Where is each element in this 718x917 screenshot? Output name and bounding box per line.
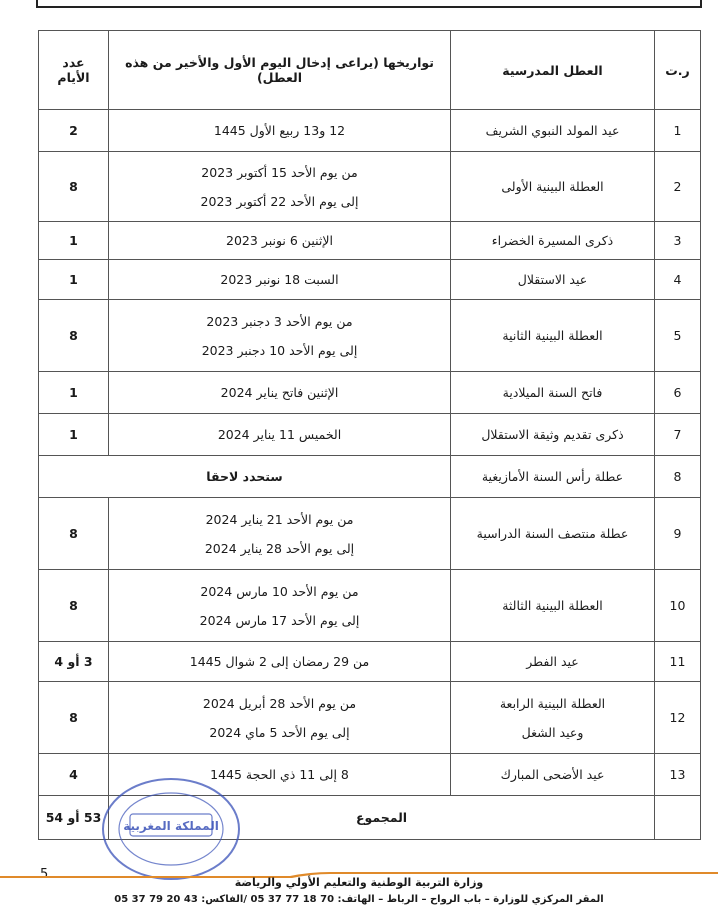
row-days: 1 xyxy=(39,372,109,414)
date-line-2: إلى يوم الأحد 10 دجنبر 2023 xyxy=(201,342,358,358)
row-days: 8 xyxy=(39,570,109,642)
date-line-2: إلى يوم الأحد 22 أكتوبر 2023 xyxy=(200,193,359,209)
holiday-name: عيد المولد النبوي الشريف xyxy=(485,123,620,138)
holiday-name: عطلة منتصف السنة الدراسية xyxy=(476,526,629,541)
row-days: 3 أو 4 xyxy=(39,642,109,682)
row-dates xyxy=(109,498,451,570)
date-line-1: 12 و13 ربيع الأول 1445 xyxy=(213,123,346,138)
total-empty xyxy=(655,796,701,840)
row-number: 9 xyxy=(655,498,701,570)
date-line-1: من 29 رمضان إلى 2 شوال 1445 xyxy=(189,654,370,669)
holiday-name: ذكرى تقديم وثيقة الاستقلال xyxy=(481,427,624,442)
header-num: ر.ت xyxy=(655,31,701,110)
header-days-line2: الأيام xyxy=(57,70,90,85)
table-row xyxy=(39,372,701,414)
holiday-name: العطلة البينية الثالثة xyxy=(502,598,603,613)
row-number: 3 xyxy=(655,222,701,260)
row-dates xyxy=(109,414,451,456)
official-stamp xyxy=(96,774,246,884)
footer-address: المقر المركزي للوزارة – باب الرواح – الرباط – الهاتف: 70 18 77 37 05 /الفاكس: 43 20 79 37 05 xyxy=(114,894,604,905)
date-line-1: 8 إلى 11 ذي الحجة 1445 xyxy=(210,767,349,782)
table-header-row xyxy=(39,31,701,110)
row-dates xyxy=(109,682,451,754)
row-number: 6 xyxy=(655,372,701,414)
table-row xyxy=(39,570,701,642)
table-row xyxy=(39,300,701,372)
total-label: المجموع xyxy=(109,796,655,840)
table-row xyxy=(39,456,701,498)
row-holiday xyxy=(451,300,655,372)
holiday-name: فاتح السنة الميلادية xyxy=(502,385,603,400)
row-days: 1 xyxy=(39,260,109,300)
row-holiday xyxy=(451,414,655,456)
table-row xyxy=(39,152,701,222)
row-number: 2 xyxy=(655,152,701,222)
top-frame xyxy=(36,0,702,8)
holiday-name: العطلة البينية الرابعة xyxy=(499,695,606,711)
table-row xyxy=(39,110,701,152)
date-line-2: إلى يوم الأحد 17 مارس 2024 xyxy=(199,612,360,628)
holiday-name: عطلة رأس السنة الأمازيغية xyxy=(481,469,624,484)
row-dates xyxy=(109,152,451,222)
row-dates xyxy=(109,570,451,642)
total-days: 53 أو 54 xyxy=(39,796,109,840)
table-row xyxy=(39,222,701,260)
date-line-1: من يوم الأحد 28 أبريل 2024 xyxy=(202,695,357,711)
row-holiday xyxy=(451,260,655,300)
header-days-line1: عدد xyxy=(62,55,85,70)
holiday-name: العطلة البينية الأولى xyxy=(501,179,604,194)
row-number: 1 xyxy=(655,110,701,152)
date-line-1: الإثنين فاتح يناير 2024 xyxy=(220,385,339,400)
holidays-table xyxy=(38,30,701,840)
row-holiday xyxy=(451,682,655,754)
holiday-name: ذكرى المسيرة الخضراء xyxy=(491,233,614,248)
date-line-1: من يوم الأحد 15 أكتوبر 2023 xyxy=(201,164,358,180)
date-line-1: السبت 18 نونبر 2023 xyxy=(220,272,339,287)
row-dates xyxy=(109,222,451,260)
date-line-1: الإثنين 6 نونبر 2023 xyxy=(226,233,333,248)
row-days: 1 xyxy=(39,222,109,260)
table-row xyxy=(39,260,701,300)
header-holiday: العطل المدرسية xyxy=(451,31,655,110)
page-number: 5 xyxy=(40,867,49,882)
table-row xyxy=(39,414,701,456)
row-holiday xyxy=(451,110,655,152)
row-number: 7 xyxy=(655,414,701,456)
header-days xyxy=(39,31,109,110)
row-holiday xyxy=(451,152,655,222)
date-line-1: الخميس 11 يناير 2024 xyxy=(217,427,342,442)
holiday-name: العطلة البينية الثانية xyxy=(502,328,603,343)
row-holiday xyxy=(451,754,655,796)
row-days: 8 xyxy=(39,498,109,570)
row-days: 2 xyxy=(39,110,109,152)
row-number: 5 xyxy=(655,300,701,372)
date-line-2: إلى يوم الأحد 28 يناير 2024 xyxy=(204,540,355,556)
row-number: 4 xyxy=(655,260,701,300)
footer-ministry: وزارة التربية الوطنية والتعليم الأولي والرياضة xyxy=(234,876,484,889)
row-dates xyxy=(109,642,451,682)
row-days: 1 xyxy=(39,414,109,456)
holiday-name-line2: وعيد الشغل xyxy=(521,724,584,740)
row-number: 13 xyxy=(655,754,701,796)
row-days: 8 xyxy=(39,682,109,754)
row-dates xyxy=(109,110,451,152)
row-holiday xyxy=(451,372,655,414)
table-row xyxy=(39,642,701,682)
row-number: 12 xyxy=(655,682,701,754)
table-row xyxy=(39,682,701,754)
date-line-1: من يوم الأحد 21 يناير 2024 xyxy=(205,511,354,527)
date-line-2: إلى يوم الأحد 5 ماي 2024 xyxy=(209,724,350,740)
row-holiday xyxy=(451,456,655,498)
row-number: 8 xyxy=(655,456,701,498)
holiday-name: عيد الفطر xyxy=(526,654,579,669)
row-holiday xyxy=(451,222,655,260)
date-line-1: من يوم الأحد 10 مارس 2024 xyxy=(200,583,359,599)
stamp-text: المملكة المغربية xyxy=(123,819,219,833)
row-merged-note: ستحدد لاحقا xyxy=(39,456,451,498)
row-holiday xyxy=(451,498,655,570)
row-number: 10 xyxy=(655,570,701,642)
row-days: 8 xyxy=(39,300,109,372)
row-holiday xyxy=(451,642,655,682)
row-days: 8 xyxy=(39,152,109,222)
date-line-1: من يوم الأحد 3 دجنبر 2023 xyxy=(206,313,353,329)
row-holiday xyxy=(451,570,655,642)
table-row xyxy=(39,498,701,570)
row-number: 11 xyxy=(655,642,701,682)
row-dates xyxy=(109,372,451,414)
holiday-name: عيد الأضحى المبارك xyxy=(500,767,605,782)
row-days: 4 xyxy=(39,754,109,796)
row-dates xyxy=(109,300,451,372)
header-dates: تواريخها (يراعى إدخال اليوم الأول والأخير من هذه العطل) xyxy=(109,31,451,110)
row-dates xyxy=(109,260,451,300)
holiday-name: عيد الاستقلال xyxy=(517,272,588,287)
